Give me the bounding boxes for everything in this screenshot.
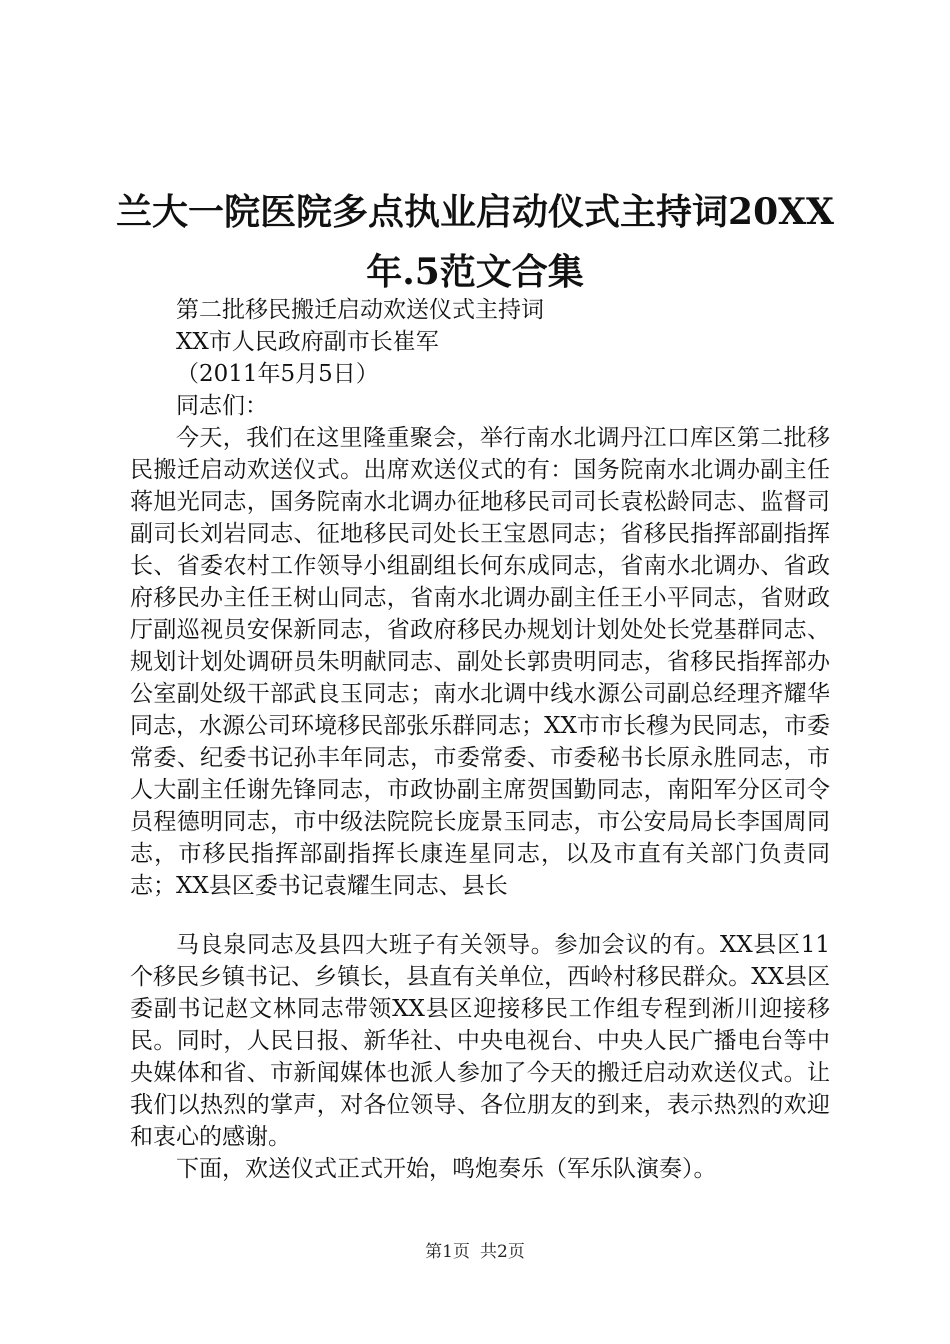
speech-title: 第二批移民搬迁启动欢送仪式主持词 — [176, 297, 544, 323]
document-title-line-2: 年.5范文合集 — [366, 251, 584, 293]
document-title-line-1: 兰大一院医院多点执业启动仪式主持词20XX — [116, 191, 834, 233]
paragraph-participants: 马良泉同志及县四大班子有关领导。参加会议的有。XX县区11个移民乡镇书记、乡镇长，县直有关单位，西岭村移民群众。XX县区委副书记赵文林同志带领XX县区迎接移民工作组专程到淅川迎接移民。同时，人民日报、新华社、中央电视台、中央人民广播电台等中央媒体和省、市新闻媒体也派人参加了今天的搬迁启动欢送仪式。让我们以热烈的掌声，对各位领导、各位朋友的到来，表示热烈的欢迎和衷心的感谢。 — [130, 932, 830, 1150]
body-block-second — [130, 929, 830, 1185]
body-block-first — [130, 294, 830, 902]
page-footer — [0, 1240, 950, 1264]
date-line: （2011年5月5日） — [176, 361, 379, 387]
page-number: 第1页 — [425, 1242, 470, 1262]
page-total: 共2页 — [480, 1242, 525, 1262]
speaker-line: XX市人民政府副市长崔军 — [176, 329, 439, 355]
salutation: 同志们： — [176, 393, 268, 419]
paragraph-attendees: 今天，我们在这里隆重聚会，举行南水北调丹江口库区第二批移民搬迁启动欢送仪式。出席欢送仪式的有：国务院南水北调办副主任蒋旭光同志，国务院南水北调办征地移民司司长袁松龄同志、监督司副司长刘岩同志、征地移民司处长王宝恩同志；省移民指挥部副指挥长、省委农村工作领导小组副组长何东成同志，省南水北调办、省政府移民办主任王树山同志，省南水北调办副主任王小平同志，省财政厅副巡视员安保新同志，省政府移民办规划计划处处长党基群同志、规划计划处调研员朱明献同志、副处长郭贵明同志，省移民指挥部办公室副处级干部武良玉同志；南水北调中线水源公司副总经理齐耀华同志，水源公司环境移民部张乐群同志；XX市市长穆为民同志，市委常委、纪委书记孙丰年同志，市委常委、市委秘书长原永胜同志，市人大副主任谢先锋同志，市政协副主席贺国勤同志，南阳军分区司令员程德明同志，市中级法院院长庞景玉同志，市公安局局长李国周同志，市移民指挥部副指挥长康连星同志，以及市直有关部门负责同志；XX县区委书记袁耀生同志、县长 — [130, 425, 830, 899]
paragraph-ceremony-start: 下面，欢送仪式正式开始，鸣炮奏乐（军乐队演奏）。 — [176, 1156, 717, 1182]
